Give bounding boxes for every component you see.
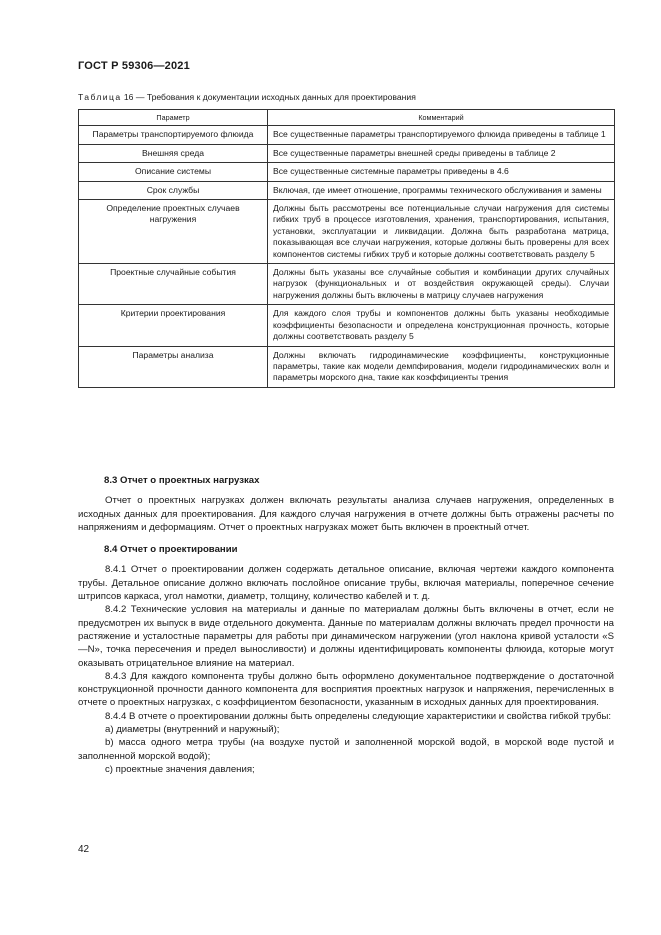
table-row [79,144,615,162]
table-row [79,181,615,199]
table-header-row [79,110,615,126]
table-row [79,346,615,387]
param-cell: Определение проектных случаев нагружения [79,200,268,264]
table-row [79,163,615,181]
paragraph: 8.4.3 Для каждого компонента трубы должно быть оформлено документальное подтверждение о достаточной конструкционной прочности данного компонента для восприятия проектных нагрузок и напряжения, перечисленных в отчете о проектных нагрузках, с коэффициентом безопасности, указанным в исходных данных для проектирования. [78,670,614,709]
standard-header: ГОСТ Р 59306—2021 [78,60,190,72]
comment-cell: Для каждого слоя трубы и компонентов должны быть указаны необходимые коэффициенты безопасности и определена конструкционная прочность, которые должны соответствовать разделу 5 [268,305,615,346]
section-heading: 8.4 Отчет о проектировании [104,544,238,556]
table-row [79,305,615,346]
param-cell: Срок службы [79,181,268,199]
table-caption-text: 16 — Требования к документации исходных данных для проектирования [121,92,416,102]
comment-cell: Включая, где имеет отношение, программы технического обслуживания и замены [268,181,615,199]
table-caption [78,92,416,102]
param-cell: Проектные случайные события [79,264,268,305]
comment-cell: Должны быть рассмотрены все потенциальные случаи нагружения для системы гибких труб в процессе изготовления, хранения, транспортирования, испытания, установки, эксплуатации и ликвидации. Должна быть разработана матрица, показывающая все случаи нагружения, которые должны быть проверены для всех компонентов системы гибких труб и которые должны соответствовать разделу 5 [268,200,615,264]
paragraph: 8.4.2 Технические условия на материалы и данные по материалам должны быть включены в отчет, если не предусмотрен их выпуск в виде отдельного документа. Данные по материалам должны включать предел прочности на растяжение и усталостные параметры для работы при динамическом нагружении (угол наклона кривой усталости «S—N», точка пересечения и предел выносливости) и должны идентифицировать компоненты флюида, которые могут оказывать отрицательное влияние на материал. [78,604,614,669]
param-cell: Критерии проектирования [79,305,268,346]
column-header-parameter: Параметр [79,110,268,126]
requirements-table [78,109,615,388]
param-cell: Параметры анализа [79,346,268,387]
table-row [79,264,615,305]
column-header-comment: Комментарий [268,110,615,126]
comment-cell: Все существенные параметры транспортируемого флюида приведены в таблице 1 [268,126,615,144]
comment-cell: Должны быть указаны все случайные события и комбинации других случайных нагрузок (функциональных и от воздействия окружающей среды). Случаи нагружения должны быть включены в матрицу случаев нагружения [268,264,615,305]
comment-cell: Должны включать гидродинамические коэффициенты, конструкционные параметры, такие как модели демпфирования, модели гидродинамических волн и параметры морского дна, такие как коэффициенты трения [268,346,615,387]
section-heading: 8.3 Отчет о проектных нагрузках [104,475,260,486]
list-item: a) диаметры (внутренний и наружный); [105,724,280,736]
comment-cell: Все существенные параметры внешней среды приведены в таблице 2 [268,144,615,162]
table-caption-label: Таблица [78,92,122,102]
param-cell: Описание системы [79,163,268,181]
param-cell: Внешняя среда [79,144,268,162]
paragraph: 8.4.4 В отчете о проектировании должны быть определены следующие характеристики и свойства гибкой трубы: [105,710,612,722]
param-cell: Параметры транспортируемого флюида [79,126,268,144]
comment-cell: Все существенные системные параметры приведены в 4.6 [268,163,615,181]
paragraph: Отчет о проектных нагрузках должен включать результаты анализа случаев нагружения, определенных в исходных данных для проектирования. Для каждого случая нагружения в отчете должны быть отражены расчеты по напряжениям и деформациям. Отчет о проектных нагрузках может быть включен в проектный отчет. [78,495,614,533]
paragraph: 8.4.1 Отчет о проектировании должен содержать детальное описание, включая чертежи каждого компонента трубы. Детальное описание должно включать послойное описание трубы, включая материалы, поперечное сечение штрипсов каркаса, угол намотки, диаметр, толщину, количество кабелей и т. д. [78,564,614,603]
table-row [79,200,615,264]
page-number: 42 [78,844,90,855]
list-item: b) масса одного метра трубы (на воздухе пустой и заполненной морской водой, в морской воде пустой и заполненной морской водой); [78,737,614,762]
body-text [78,474,614,776]
table-row [79,126,615,144]
list-item: c) проектные значения давления; [105,763,255,775]
